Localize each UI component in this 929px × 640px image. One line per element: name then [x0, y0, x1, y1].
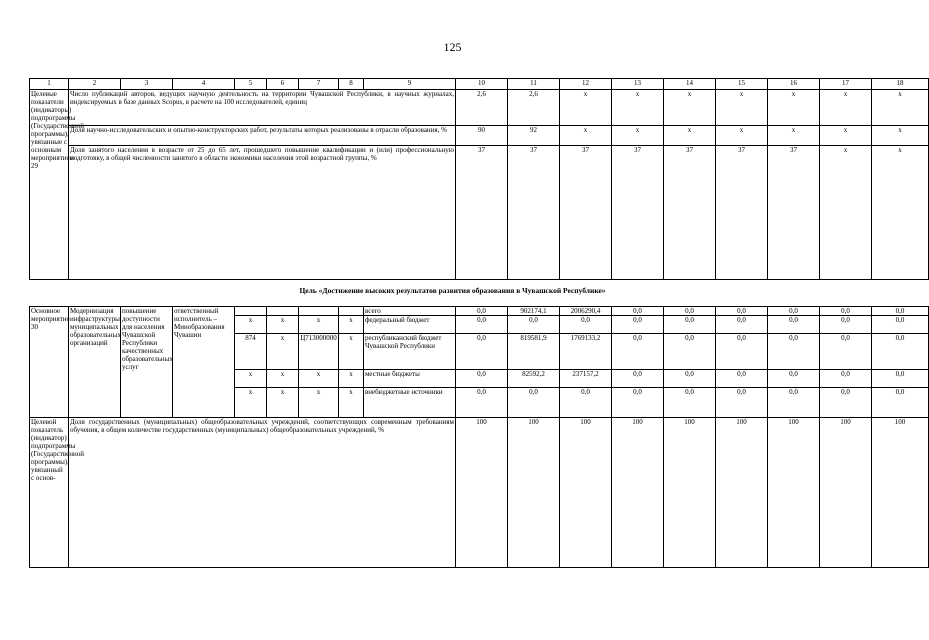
- funding-value: 0,0: [716, 388, 768, 418]
- funding-value: 902174,1: [508, 307, 560, 316]
- responsible-executor: ответственный исполнитель – Минобразования Чувашии: [173, 307, 235, 418]
- column-number-4: 4: [173, 79, 235, 90]
- funding-source: внебюджетные источники: [364, 388, 456, 418]
- indicator-value: x: [664, 90, 716, 126]
- funding-value: 237157,2: [560, 370, 612, 388]
- column-number-12: 12: [560, 79, 612, 90]
- indicator-value: 90: [456, 126, 508, 146]
- indicator-value: x: [820, 90, 872, 126]
- funding-value: 0,0: [456, 334, 508, 370]
- column-number-row: [30, 79, 929, 90]
- column-number-1: 1: [30, 79, 69, 90]
- funding-table: [29, 306, 929, 568]
- funding-value: 0,0: [872, 388, 929, 418]
- indicator-value: x: [768, 90, 820, 126]
- indicator-value: x: [716, 126, 768, 146]
- indicator-value: 100: [560, 418, 612, 568]
- funding-source: всего: [364, 307, 456, 316]
- funding-value: 0,0: [664, 307, 716, 316]
- funding-value: 0,0: [664, 388, 716, 418]
- funding-value: 0,0: [508, 316, 560, 334]
- budget-code: x: [267, 334, 299, 370]
- budget-code: x: [339, 334, 364, 370]
- funding-value: 0,0: [872, 307, 929, 316]
- expected-result: повышение доступности для населения Чувашской Республики качественных образовательных услуг: [121, 307, 173, 418]
- indicator-value: x: [820, 146, 872, 280]
- indicator-row: [30, 146, 929, 280]
- budget-code: x: [299, 370, 339, 388]
- indicator-value: 2,6: [456, 90, 508, 126]
- column-number-5: 5: [235, 79, 267, 90]
- funding-source: местные бюджеты: [364, 370, 456, 388]
- column-number-6: 6: [267, 79, 299, 90]
- indicator-row: [30, 418, 929, 568]
- indicator-value: 100: [820, 418, 872, 568]
- indicator-value: x: [560, 90, 612, 126]
- page-number: 125: [443, 40, 462, 54]
- budget-code: x: [299, 316, 339, 334]
- funding-value: 0,0: [768, 388, 820, 418]
- funding-value: 0,0: [768, 334, 820, 370]
- indicator-value: 37: [560, 146, 612, 280]
- indicator-value: x: [820, 126, 872, 146]
- funding-value: 0,0: [820, 370, 872, 388]
- funding-value: 0,0: [820, 334, 872, 370]
- funding-source: федеральный бюджет: [364, 316, 456, 334]
- column-number-16: 16: [768, 79, 820, 90]
- budget-code: x: [267, 370, 299, 388]
- indicator-value: 100: [872, 418, 929, 568]
- activity-name: Модернизация инфраструктуры муниципальных образовательных организаций: [69, 307, 121, 418]
- funding-value: 0,0: [872, 316, 929, 334]
- column-number-8: 8: [339, 79, 364, 90]
- funding-value: 0,0: [716, 370, 768, 388]
- main-activity-label: Основное мероприятие 30: [30, 307, 69, 418]
- indicator-value: x: [664, 126, 716, 146]
- indicator-text: Доля государственных (муниципальных) общеобразовательных учреждений, соответствующих современным требованиям обучения, в общем количестве государственных (муниципальных) общеобразовательных учреждений, %: [69, 418, 456, 568]
- indicator-row: [30, 126, 929, 146]
- budget-code: x: [235, 388, 267, 418]
- funding-value: 0,0: [456, 307, 508, 316]
- funding-value: 0,0: [716, 334, 768, 370]
- indicator-value: x: [560, 126, 612, 146]
- indicator-text: Число публикаций авторов, ведущих научную деятельность на территории Чувашской Республики, в научных журналах, индексируемых в базе данных Scopus, в расчете на 100 исследователей, единиц: [69, 90, 456, 126]
- funding-value: 0,0: [612, 334, 664, 370]
- budget-code: x: [299, 388, 339, 418]
- indicator-value: x: [872, 146, 929, 280]
- budget-code: Ц713000000: [299, 334, 339, 370]
- funding-value: 0,0: [456, 316, 508, 334]
- column-number-15: 15: [716, 79, 768, 90]
- indicator-value: 37: [612, 146, 664, 280]
- budget-code: x: [235, 316, 267, 334]
- column-number-3: 3: [121, 79, 173, 90]
- funding-value: 0,0: [820, 316, 872, 334]
- budget-code: 874: [235, 334, 267, 370]
- funding-value: 0,0: [612, 307, 664, 316]
- row-label-indicator: Целевой показатель (индикатор) подпрограммы (Государственной программы), увязанный с основ-: [30, 418, 69, 568]
- funding-value: 0,0: [872, 334, 929, 370]
- indicator-value: 100: [612, 418, 664, 568]
- indicator-value: x: [612, 126, 664, 146]
- funding-value: 0,0: [664, 334, 716, 370]
- column-number-13: 13: [612, 79, 664, 90]
- budget-code: x: [339, 370, 364, 388]
- column-number-14: 14: [664, 79, 716, 90]
- funding-value: 2006290,4: [560, 307, 612, 316]
- budget-code: [235, 307, 267, 316]
- funding-value: 0,0: [508, 388, 560, 418]
- budget-code: x: [339, 388, 364, 418]
- budget-code: x: [235, 370, 267, 388]
- funding-value: 0,0: [768, 316, 820, 334]
- funding-value: 1769133,2: [560, 334, 612, 370]
- funding-value: 0,0: [664, 316, 716, 334]
- funding-row: [30, 307, 929, 316]
- column-number-17: 17: [820, 79, 872, 90]
- funding-value: 0,0: [612, 370, 664, 388]
- indicator-value: 100: [508, 418, 560, 568]
- indicator-value: x: [612, 90, 664, 126]
- row-label-indicators: Целевые показатели (индикаторы) подпрограммы (Государственной программы), увязанные с основным мероприятием 29: [30, 90, 69, 280]
- budget-code: x: [339, 316, 364, 334]
- goal-title: Цель «Достижение высоких результатов развития образования в Чувашской Республике»: [299, 286, 606, 295]
- indicator-value: x: [872, 90, 929, 126]
- indicator-value: x: [768, 126, 820, 146]
- indicator-row: [30, 90, 929, 126]
- budget-code: x: [267, 316, 299, 334]
- indicators-table-top: [29, 78, 929, 280]
- funding-value: 82592,2: [508, 370, 560, 388]
- column-number-18: 18: [872, 79, 929, 90]
- indicator-value: 37: [716, 146, 768, 280]
- indicator-value: 37: [508, 146, 560, 280]
- indicator-text: Доля научно-исследовательских и опытно-конструкторских работ, результаты которых реализованы в отрасли образования, %: [69, 126, 456, 146]
- indicator-value: 100: [768, 418, 820, 568]
- funding-value: 0,0: [820, 388, 872, 418]
- budget-code: [267, 307, 299, 316]
- funding-value: 0,0: [716, 307, 768, 316]
- column-number-10: 10: [456, 79, 508, 90]
- indicator-text: Доля занятого населения в возрасте от 25 до 65 лет, прошедшего повышение квалификации и (или) профессиональную подготовку, в общей численности занятого в области экономики населения этой возрастной группы, %: [69, 146, 456, 280]
- funding-value: 0,0: [612, 388, 664, 418]
- column-number-7: 7: [299, 79, 339, 90]
- indicator-value: x: [872, 126, 929, 146]
- funding-value: 0,0: [872, 370, 929, 388]
- funding-source: республиканский бюджет Чувашской Республики: [364, 334, 456, 370]
- indicator-value: 2,6: [508, 90, 560, 126]
- funding-value: 0,0: [664, 370, 716, 388]
- budget-code: [339, 307, 364, 316]
- funding-value: 0,0: [560, 316, 612, 334]
- indicator-value: 37: [456, 146, 508, 280]
- funding-value: 0,0: [456, 388, 508, 418]
- indicator-value: 100: [664, 418, 716, 568]
- column-number-2: 2: [69, 79, 121, 90]
- funding-value: 0,0: [820, 307, 872, 316]
- funding-value: 0,0: [456, 370, 508, 388]
- column-number-9: 9: [364, 79, 456, 90]
- indicator-value: x: [716, 90, 768, 126]
- column-number-11: 11: [508, 79, 560, 90]
- budget-code: x: [267, 388, 299, 418]
- indicator-value: 100: [456, 418, 508, 568]
- funding-value: 819581,9: [508, 334, 560, 370]
- funding-value: 0,0: [612, 316, 664, 334]
- indicator-value: 92: [508, 126, 560, 146]
- indicator-value: 37: [664, 146, 716, 280]
- funding-value: 0,0: [768, 370, 820, 388]
- indicator-value: 37: [768, 146, 820, 280]
- funding-value: 0,0: [768, 307, 820, 316]
- funding-value: 0,0: [560, 388, 612, 418]
- indicator-value: 100: [716, 418, 768, 568]
- funding-value: 0,0: [716, 316, 768, 334]
- budget-code: [299, 307, 339, 316]
